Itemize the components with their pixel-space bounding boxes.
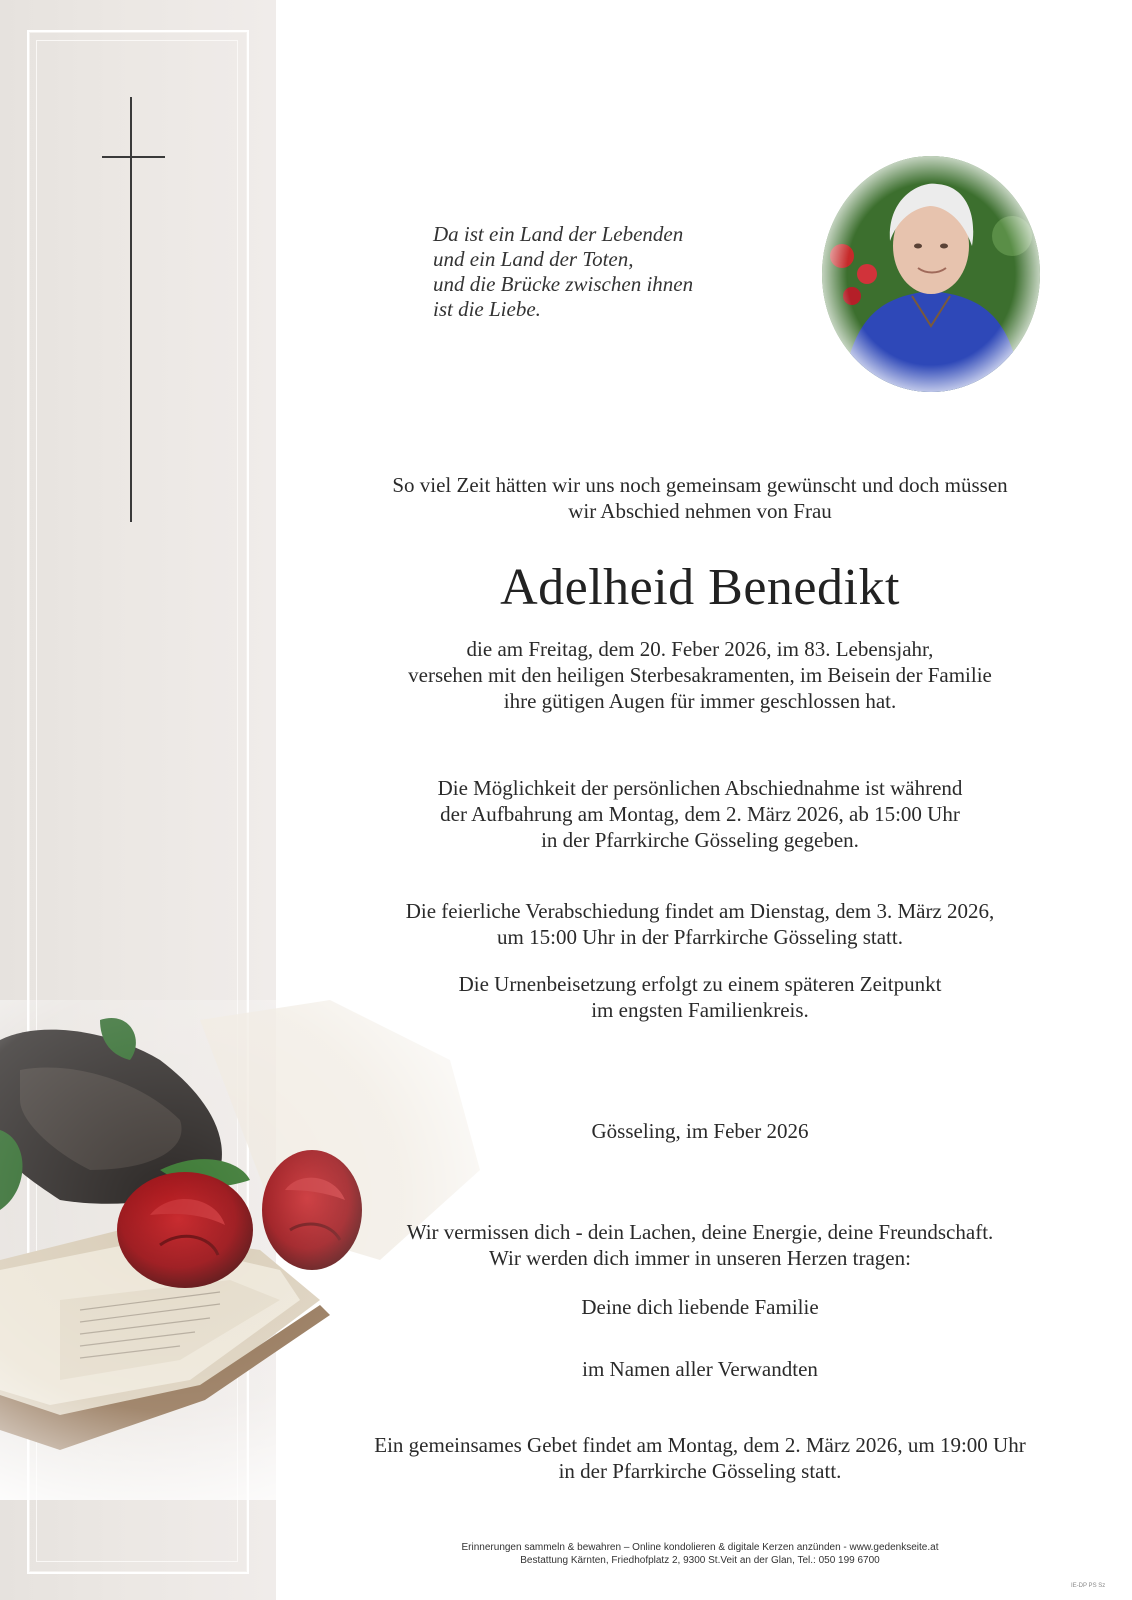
- burial-info: [330, 971, 1070, 1023]
- footer: [400, 1541, 1000, 1567]
- family-line: Deine dich liebende Familie: [581, 1295, 819, 1319]
- footer-line: Erinnerungen sammeln & bewahren – Online kondolieren & digitale Kerzen anzünden - www.gedenkseite.at: [461, 1542, 939, 1553]
- portrait-photo: [822, 156, 1040, 392]
- prayer-line: Ein gemeinsames Gebet findet am Montag, dem 2. März 2026, um 19:00 Uhr: [374, 1433, 1026, 1457]
- relatives-line: im Namen aller Verwandten: [582, 1357, 818, 1381]
- farewell-line: Wir werden dich immer in unseren Herzen tragen:: [489, 1246, 911, 1270]
- viewing-line: in der Pfarrkirche Gösseling gegeben.: [541, 828, 859, 852]
- document-code: IE-DP PS Sz: [1071, 1583, 1106, 1589]
- death-notice-line: versehen mit den heiligen Sterbesakramenten, im Beisein der Familie: [408, 663, 992, 687]
- footer-line: Bestattung Kärnten, Friedhofplatz 2, 9300 St.Veit an der Glan, Tel.: 050 199 6700: [520, 1555, 880, 1566]
- death-notice: [330, 636, 1070, 714]
- quote-line: und die Brücke zwischen ihnen: [433, 272, 694, 296]
- farewell-line: Wir vermissen dich - dein Lachen, deine Energie, deine Freundschaft.: [406, 1220, 994, 1244]
- memorial-quote: [433, 222, 753, 322]
- cross-icon-bar: [102, 156, 165, 158]
- prayer-line: in der Pfarrkirche Gösseling statt.: [558, 1459, 842, 1483]
- intro-line: wir Abschied nehmen von Frau: [568, 499, 832, 523]
- cross-icon: [130, 97, 132, 522]
- relatives-signature: [330, 1356, 1070, 1382]
- quote-line: ist die Liebe.: [433, 297, 541, 321]
- ceremony-line: um 15:00 Uhr in der Pfarrkirche Gösseling statt.: [497, 925, 903, 949]
- deceased-name: Adelheid Benedikt: [500, 559, 900, 616]
- family-signature: [330, 1294, 1070, 1320]
- ceremony-line: Die feierliche Verabschiedung findet am Dienstag, dem 3. März 2026,: [405, 899, 995, 923]
- intro-line: So viel Zeit hätten wir uns noch gemeinsam gewünscht und doch müssen: [392, 473, 1008, 497]
- burial-line: im engsten Familienkreis.: [591, 998, 809, 1022]
- place-date-line: Gösseling, im Feber 2026: [591, 1119, 809, 1143]
- burial-line: Die Urnenbeisetzung erfolgt zu einem späteren Zeitpunkt: [458, 972, 942, 996]
- viewing-info: [330, 775, 1070, 853]
- quote-line: und ein Land der Toten,: [433, 247, 634, 271]
- ceremony-info: [330, 898, 1070, 950]
- viewing-line: Die Möglichkeit der persönlichen Abschiednahme ist während: [437, 776, 963, 800]
- death-notice-line: ihre gütigen Augen für immer geschlossen hat.: [503, 689, 897, 713]
- quote-line: Da ist ein Land der Lebenden: [433, 222, 684, 246]
- prayer-info: [330, 1432, 1070, 1484]
- intro-text: [330, 472, 1070, 524]
- farewell-text: [330, 1219, 1070, 1271]
- place-date: [330, 1118, 1070, 1144]
- viewing-line: der Aufbahrung am Montag, dem 2. März 2026, ab 15:00 Uhr: [440, 802, 960, 826]
- death-notice-line: die am Freitag, dem 20. Feber 2026, im 83. Lebensjahr,: [466, 637, 934, 661]
